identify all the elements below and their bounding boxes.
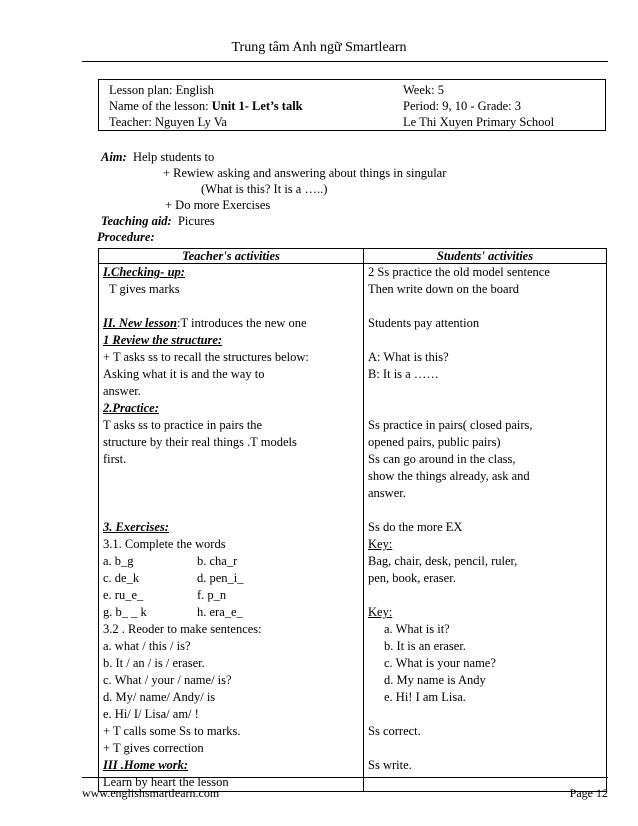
- t-line: answer.: [103, 384, 141, 398]
- aim-label: Aim:: [101, 150, 127, 164]
- word-pair: g. b_ _ k h. era_e_: [103, 605, 243, 619]
- t-line: T gives marks: [109, 282, 180, 296]
- teaching-aid-label: Teaching aid:: [101, 214, 172, 228]
- s-line: Ss practice in pairs( closed pairs,: [368, 418, 533, 432]
- school-name: Le Thi Xuyen Primary School: [403, 115, 555, 129]
- t-line: + T gives correction: [103, 741, 204, 755]
- page-header-title: Trung tâm Anh ngữ Smartlearn: [231, 40, 407, 55]
- s-line: e. Hi! I am Lisa.: [384, 690, 466, 704]
- practice-heading: 2.Practice:: [103, 401, 159, 415]
- s-line: A: What is this?: [368, 350, 449, 364]
- s-line: a. What is it?: [384, 622, 450, 636]
- s-line: Students pay attention: [368, 316, 480, 330]
- checking-heading: I.Checking- up:: [103, 265, 185, 279]
- t-line: a. what / this / is?: [103, 639, 191, 653]
- t-line: c. What / your / name/ is?: [103, 673, 232, 687]
- s-line: d. My name is Andy: [384, 673, 486, 687]
- s-line: Ss write.: [368, 758, 412, 772]
- s-line: c. What is your name?: [384, 656, 496, 670]
- aim-item-2: + Do more Exercises: [165, 198, 271, 212]
- lesson-name: Name of the lesson: Unit 1- Let’s talk: [109, 99, 303, 113]
- page-number: Page 12: [569, 786, 608, 800]
- word-pair: e. ru_e_ f. p_n: [103, 588, 227, 602]
- t-line: first.: [103, 452, 127, 466]
- period-grade: Period: 9, 10 - Grade: 3: [403, 99, 522, 113]
- word-pair: a. b_g b. cha_r: [103, 554, 238, 568]
- procedure-label: Procedure:: [97, 230, 155, 244]
- t-line: Asking what it is and the way to: [103, 367, 265, 381]
- t-line: + T asks ss to recall the structures below:: [103, 350, 309, 364]
- teacher-name: Teacher: Nguyen Ly Va: [109, 115, 227, 129]
- t-line: b. It / an / is / eraser.: [103, 656, 205, 670]
- teaching-aid-value: Picures: [177, 214, 215, 228]
- s-line: show the things already, ask and: [368, 469, 530, 483]
- lesson-plan: Lesson plan: English: [109, 83, 214, 97]
- aim-item-1: + Rewiew asking and answering about things in singular: [163, 166, 447, 180]
- word-pair: c. de_k d. pen_i_: [103, 571, 244, 585]
- s-line: answer.: [368, 486, 406, 500]
- lesson-info-box: [98, 79, 606, 131]
- t-line: Learn by heart the lesson: [103, 775, 229, 789]
- header-divider: [82, 61, 608, 62]
- s-line: B: It is a ……: [368, 367, 439, 381]
- exercises-heading: 3. Exercises:: [103, 520, 169, 534]
- s-line: Ss correct.: [368, 724, 421, 738]
- lesson-name-value: Unit 1- Let’s talk: [211, 99, 303, 113]
- t-line: structure by their real things .T models: [103, 435, 297, 449]
- t-line: T asks ss to practice in pairs the: [103, 418, 263, 432]
- aim-text: Help students to: [132, 150, 215, 164]
- new-lesson-line: II. New lesson:T introduces the new one: [103, 316, 307, 330]
- teacher-activities-cell: [99, 264, 364, 792]
- footer-url: www.englishsmartlearn.com: [82, 786, 220, 800]
- s-line: Ss do the more EX: [368, 520, 463, 534]
- t-line: 3.2 . Reoder to make sentences:: [103, 622, 262, 636]
- t-line: e. Hi/ I/ Lisa/ am/ !: [103, 707, 199, 721]
- review-heading: 1 Review the structure:: [103, 333, 223, 347]
- key-label: Key:: [368, 605, 393, 619]
- students-activities-header: Students' activities: [364, 249, 607, 264]
- t-line: d. My/ name/ Andy/ is: [103, 690, 216, 704]
- week: Week: 5: [403, 83, 444, 97]
- students-activities-cell: [364, 264, 607, 792]
- s-line: 2 Ss practice the old model sentence: [368, 265, 550, 279]
- aim-item-1-example: (What is this? It is a …..): [201, 182, 328, 196]
- t-line: + T calls some Ss to marks.: [103, 724, 241, 738]
- s-line: pen, book, eraser.: [368, 571, 456, 585]
- t-line: 3.1. Complete the words: [103, 537, 226, 551]
- teacher-activities-header: Teacher's activities: [99, 249, 364, 264]
- procedure-table: [98, 248, 607, 792]
- s-line: b. It is an eraser.: [384, 639, 466, 653]
- footer-divider: [82, 777, 608, 778]
- s-line: Ss can go around in the class,: [368, 452, 516, 466]
- s-line: Then write down on the board: [368, 282, 520, 296]
- s-line: Bag, chair, desk, pencil, ruler,: [368, 554, 518, 568]
- homework-heading: III .Home work:: [103, 758, 189, 772]
- s-line: opened pairs, public pairs): [368, 435, 501, 449]
- key-label: Key:: [368, 537, 393, 551]
